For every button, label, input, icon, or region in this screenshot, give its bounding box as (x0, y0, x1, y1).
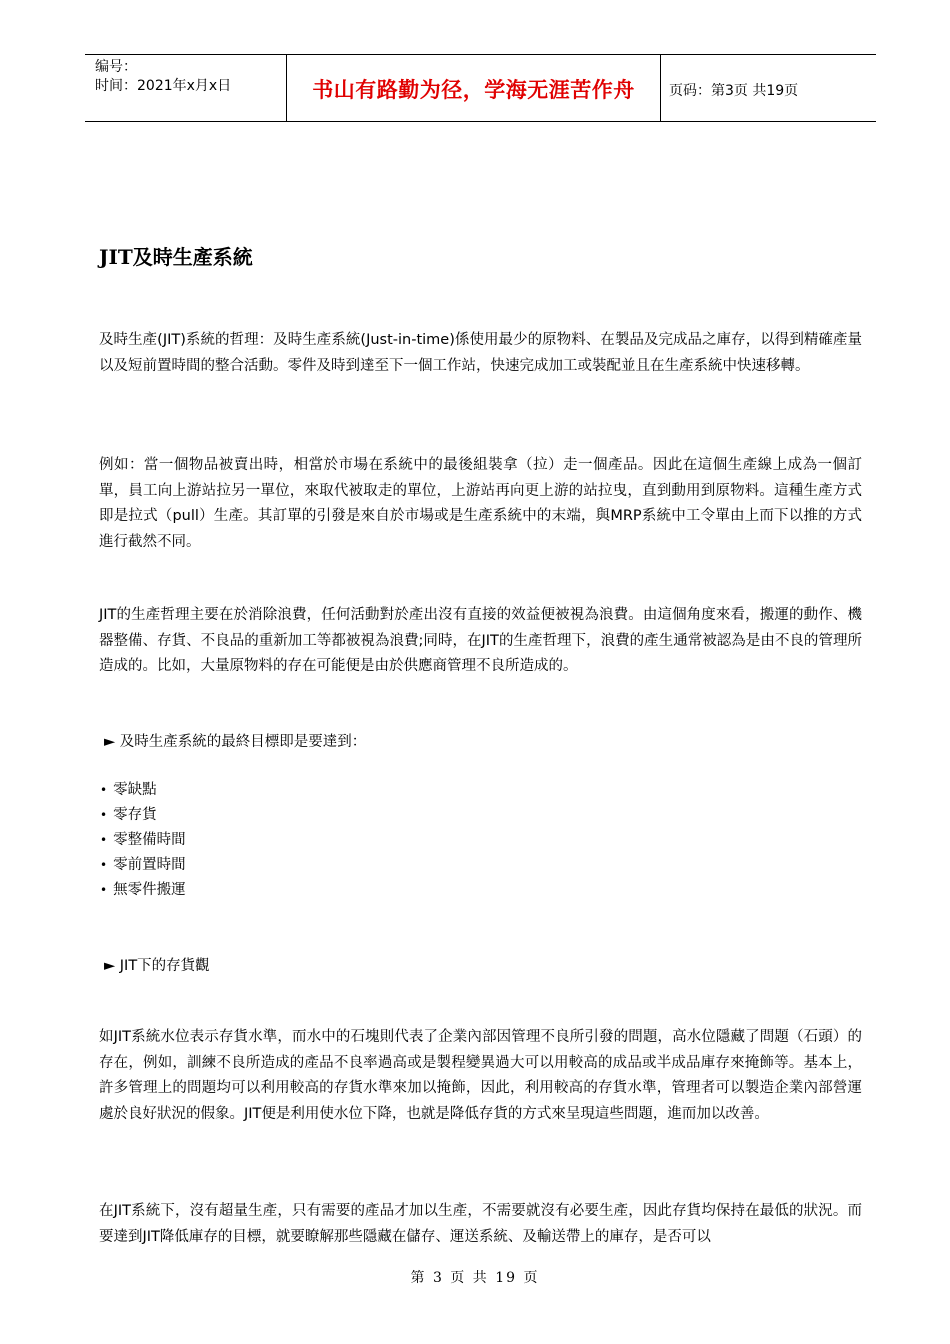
list-item: • 零缺點 (100, 778, 186, 803)
paragraph-philosophy: 及時生產(JIT)系統的哲理：及時生產系統(Just-in-time)係使用最少的原物料、在製品及完成品之庫存，以得到精確產量以及短前置時間的整合活動。零件及時到達至下一個工作站，快速完成加工或裝配並且在生產系統中快速移轉。 (99, 332, 862, 374)
header-page-number: 页码：第3页 共19页 (669, 83, 799, 99)
header-motto: 书山有路勤为径，学海无涯苦作舟 (312, 77, 635, 102)
paragraph-jit-system: 在JIT系統下，沒有超量生產，只有需要的產品才加以生產，不需要就沒有必要生產，因此存貨均保持在最低的狀況。而要達到JIT降低庫存的目標，就要瞭解那些隱藏在儲存、運送系統、及輸送帶上的庫存，是否可以 (99, 1203, 862, 1245)
goals-list (100, 778, 186, 903)
time-label: 时间：2021年x月x日 (95, 78, 232, 94)
header-meta (95, 58, 231, 96)
header-divider (660, 55, 661, 122)
list-item: • 零存貨 (100, 803, 186, 828)
page-footer: 第 3 页 共 19 页 (410, 1270, 540, 1286)
goals-heading: ► 及時生產系統的最終目標即是要達到： (104, 734, 367, 750)
list-item: • 零整備時間 (100, 828, 186, 853)
list-item: • 零前置時間 (100, 853, 186, 878)
list-item: • 無零件搬運 (100, 878, 186, 903)
document-header (85, 54, 876, 122)
inventory-heading: ► JIT下的存貨觀 (104, 958, 210, 974)
paragraph-inventory: 如JIT系統水位表示存貨水準，而水中的石塊則代表了企業內部因管理不良所引發的問題，高水位隱藏了問題（石頭）的存在，例如，訓練不良所造成的產品不良率過高或是製程變異過大可以用較高的成品或半成品庫存來掩飾等。基本上，許多管理上的問題均可以利用較高的存貨水準來加以掩飾，因此，利用較高的存貨水準，管理者可以製造企業內部營運處於良好狀況的假象。JIT便是利用使水位下降，也就是降低存貨的方式來呈現這些問題，進而加以改善。 (99, 1029, 862, 1122)
paragraph-example: 例如：當一個物品被賣出時，相當於市場在系統中的最後組裝拿（拉）走一個產品。因此在這個生產線上成為一個訂單，員工向上游站拉另一單位，來取代被取走的單位，上游站再向更上游的站拉曳，直到動用到原物料。這種生產方式即是拉式（pull）生產。其訂單的引發是來自於市場或是生產系統中的末端，與MRP系統中工令單由上而下以推的方式進行截然不同。 (99, 457, 862, 550)
serial-number-label: 编号： (95, 59, 137, 75)
document-title: JIT及時生產系統 (99, 245, 253, 269)
paragraph-waste: JIT的生產哲理主要在於消除浪費，任何活動對於產出沒有直接的效益便被視為浪費。由這個角度來看，搬運的動作、機器整備、存貨、不良品的重新加工等都被視為浪費;同時，在JIT的生產哲理下，浪費的產生通常被認為是由不良的管理所造成的。比如，大量原物料的存在可能便是由於供應商管理不良所造成的。 (99, 607, 862, 674)
